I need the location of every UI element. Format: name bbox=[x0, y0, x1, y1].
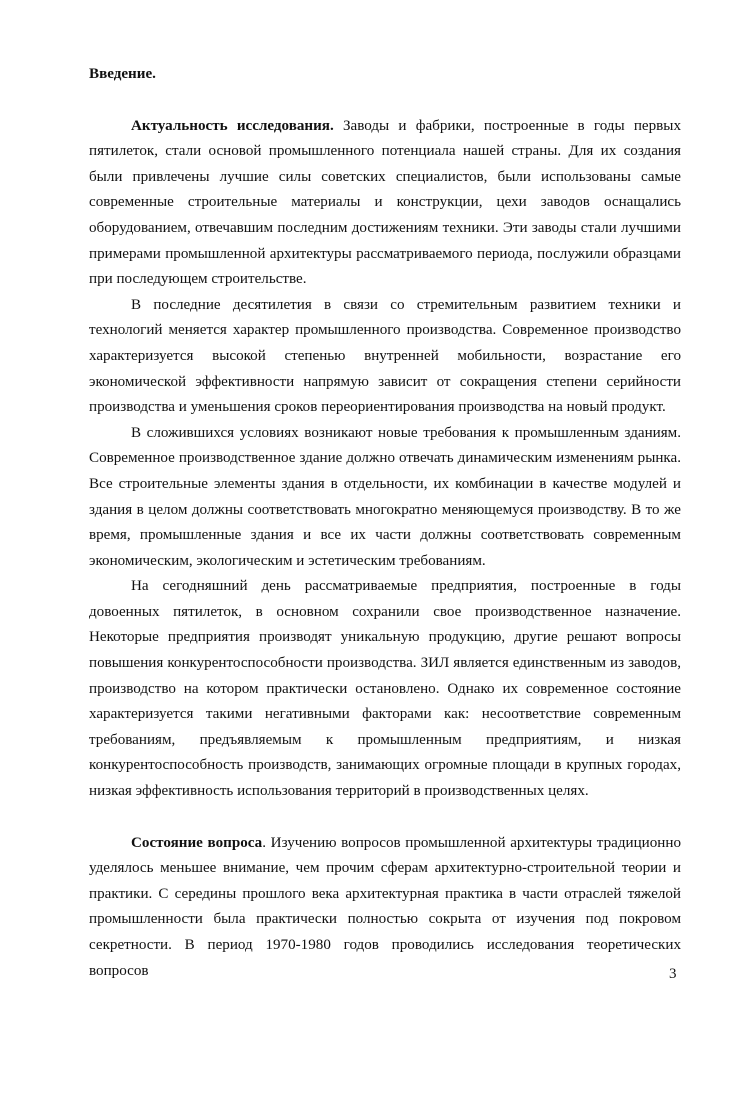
paragraph-relevance-1 bbox=[89, 114, 681, 293]
page-body bbox=[89, 62, 681, 984]
paragraph-relevance-3: В сложившихся условиях возникают новые требования к промышленным зданиям. Современное производственное здание должно отвечать динамическим изменениям рынка. Все строительные элементы здания в отдельности, их комбинации в качестве модулей и здания в целом должны соответствовать многократно меняющемуся производству. В то же время, промышленные здания и все их части должны соответствовать современным экономическим, экологическим и эстетическим требованиям. bbox=[89, 424, 681, 569]
relevance-lead: Актуальность исследования. bbox=[131, 117, 334, 134]
section-heading: Введение. bbox=[89, 66, 156, 82]
state-lead: Состояние вопроса bbox=[131, 834, 263, 851]
paragraph-state-1 bbox=[89, 831, 681, 985]
page-number: 3 bbox=[669, 966, 677, 982]
paragraph-text: . Изучению вопросов промышленной архитектуры традиционно уделялось меньшее внимание, чем прочим сферам архитектурно-строительной теории и практики. С середины прошлого века архитектурная практика в части отраслей тяжелой промышленности была практически полностью сокрыта от изучения под покровом секретности. В период 1970-1980 годов проводились исследования теоретических вопросов bbox=[89, 834, 681, 979]
paragraph-text: Заводы и фабрики, построенные в годы первых пятилеток, стали основой промышленного потенциала нашей страны. Для их создания были привлечены лучшие силы советских специалистов, были использованы самые современные строительные материалы и конструкции, цехи заводов оснащались оборудованием, отвечавшим последним достижениям техники. Эти заводы стали лучшими примерами промышленной архитектуры рассматриваемого периода, послужили образцами при последующем строительстве. bbox=[89, 117, 681, 288]
paragraph-relevance-4: На сегодняшний день рассматриваемые предприятия, построенные в годы довоенных пятилеток, в основном сохранили свое производственное назначение. Некоторые предприятия производят уникальную продукцию, другие решают вопросы повышения конкурентоспособности производства. ЗИЛ является единственным из заводов, производство на котором практически остановлено. Однако их современное состояние характеризуется такими негативными факторами как: несоответствие современным требованиям, предъявляемым к промышленным предприятиям, и низкая конкурентоспособность производств, занимающих огромные площади в крупных городах, низкая эффективность использования территорий в производственных целях. bbox=[89, 578, 681, 800]
paragraph-relevance-2: В последние десятилетия в связи со стремительным развитием техники и технологий меняется характер промышленного производства. Современное производство характеризуется высокой степенью внутренней мобильности, возрастание его экономической эффективности напрямую зависит от сокращения степени серийности производства и уменьшения сроков переориентирования производства на новый продукт. bbox=[89, 296, 681, 416]
